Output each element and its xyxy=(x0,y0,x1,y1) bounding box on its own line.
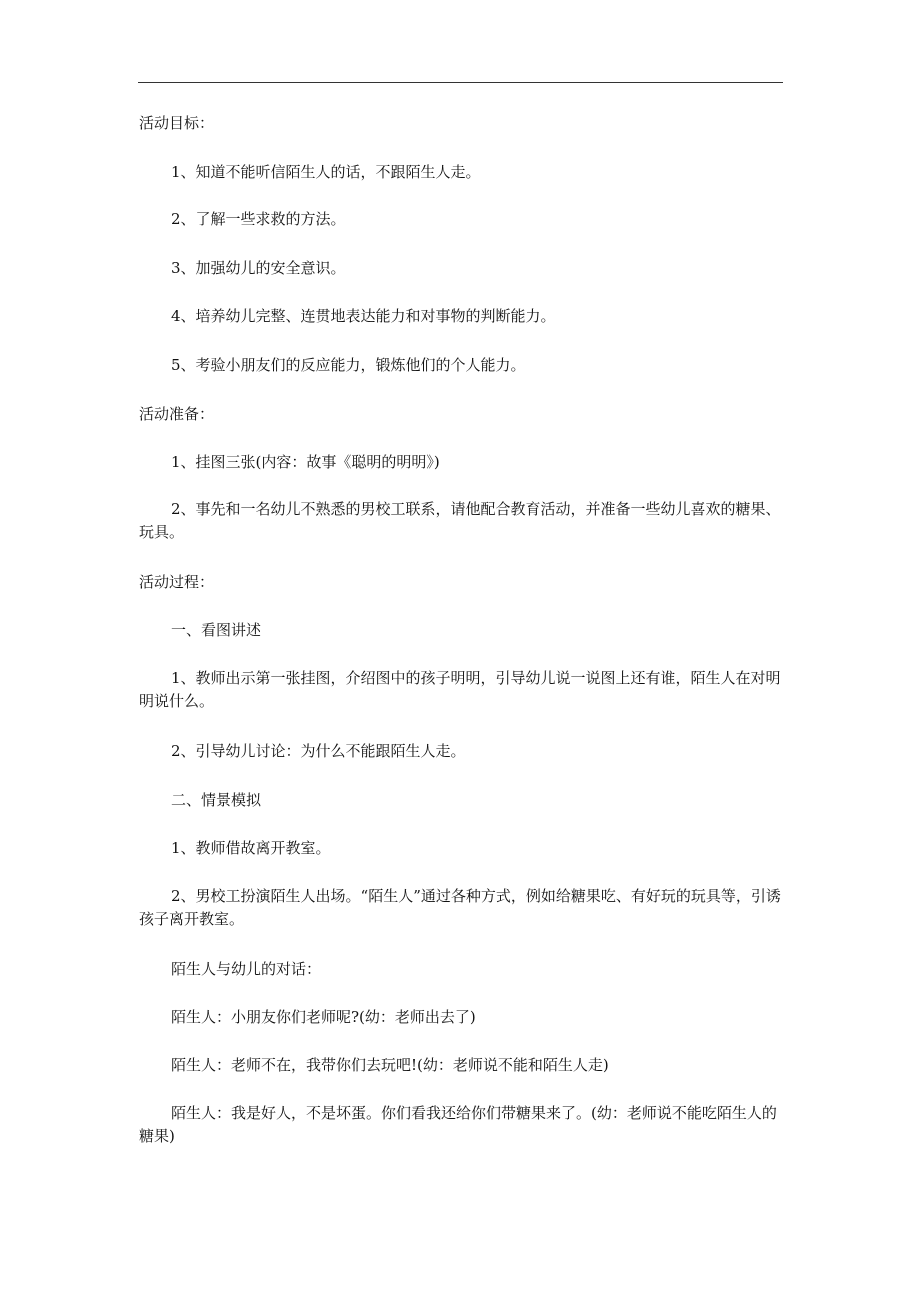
section-heading-preparation: 活动准备： xyxy=(139,405,215,423)
dialogue-line-2: 陌生人：老师不在，我带你们去玩吧!(幼：老师说不能和陌生人走) xyxy=(171,1056,609,1074)
header-rule xyxy=(138,82,783,83)
preparation-item-1: 1、挂图三张(内容：故事《聪明的明明》) xyxy=(171,453,440,471)
process-step-heading-1: 一、看图讲述 xyxy=(171,621,262,639)
dialogue-heading: 陌生人与幼儿的对话： xyxy=(171,960,322,978)
section-heading-goals: 活动目标： xyxy=(139,114,215,132)
process-step-2-item-2: 2、男校工扮演陌生人出场。“陌生人”通过各种方式，例如给糖果吃、有好玩的玩具等，引诱孩子离开教室。 xyxy=(139,887,781,928)
goal-item-5: 5、考验小朋友们的反应能力，锻炼他们的个人能力。 xyxy=(171,356,526,374)
goal-item-2: 2、了解一些求救的方法。 xyxy=(171,210,346,228)
process-step-1-item-1: 1、教师出示第一张挂图，介绍图中的孩子明明，引导幼儿说一说图上还有谁，陌生人在对明明说什么。 xyxy=(139,669,781,710)
process-step-2-item-1: 1、教师借故离开教室。 xyxy=(171,839,331,857)
goal-item-3: 3、加强幼儿的安全意识。 xyxy=(171,259,346,277)
process-step-heading-2: 二、情景模拟 xyxy=(171,791,262,809)
section-heading-process: 活动过程： xyxy=(139,573,215,591)
dialogue-line-3: 陌生人：我是好人，不是坏蛋。你们看我还给你们带糖果来了。(幼：老师说不能吃陌生人的糖果) xyxy=(139,1104,777,1145)
dialogue-line-1: 陌生人：小朋友你们老师呢?(幼：老师出去了) xyxy=(171,1008,476,1026)
goal-item-4: 4、培养幼儿完整、连贯地表达能力和对事物的判断能力。 xyxy=(171,307,556,325)
goal-item-1: 1、知道不能听信陌生人的话，不跟陌生人走。 xyxy=(171,163,481,181)
preparation-item-2: 2、事先和一名幼儿不熟悉的男校工联系，请他配合教育活动，并准备一些幼儿喜欢的糖果、玩具。 xyxy=(139,500,781,541)
process-step-1-item-2: 2、引导幼儿讨论：为什么不能跟陌生人走。 xyxy=(171,742,466,760)
